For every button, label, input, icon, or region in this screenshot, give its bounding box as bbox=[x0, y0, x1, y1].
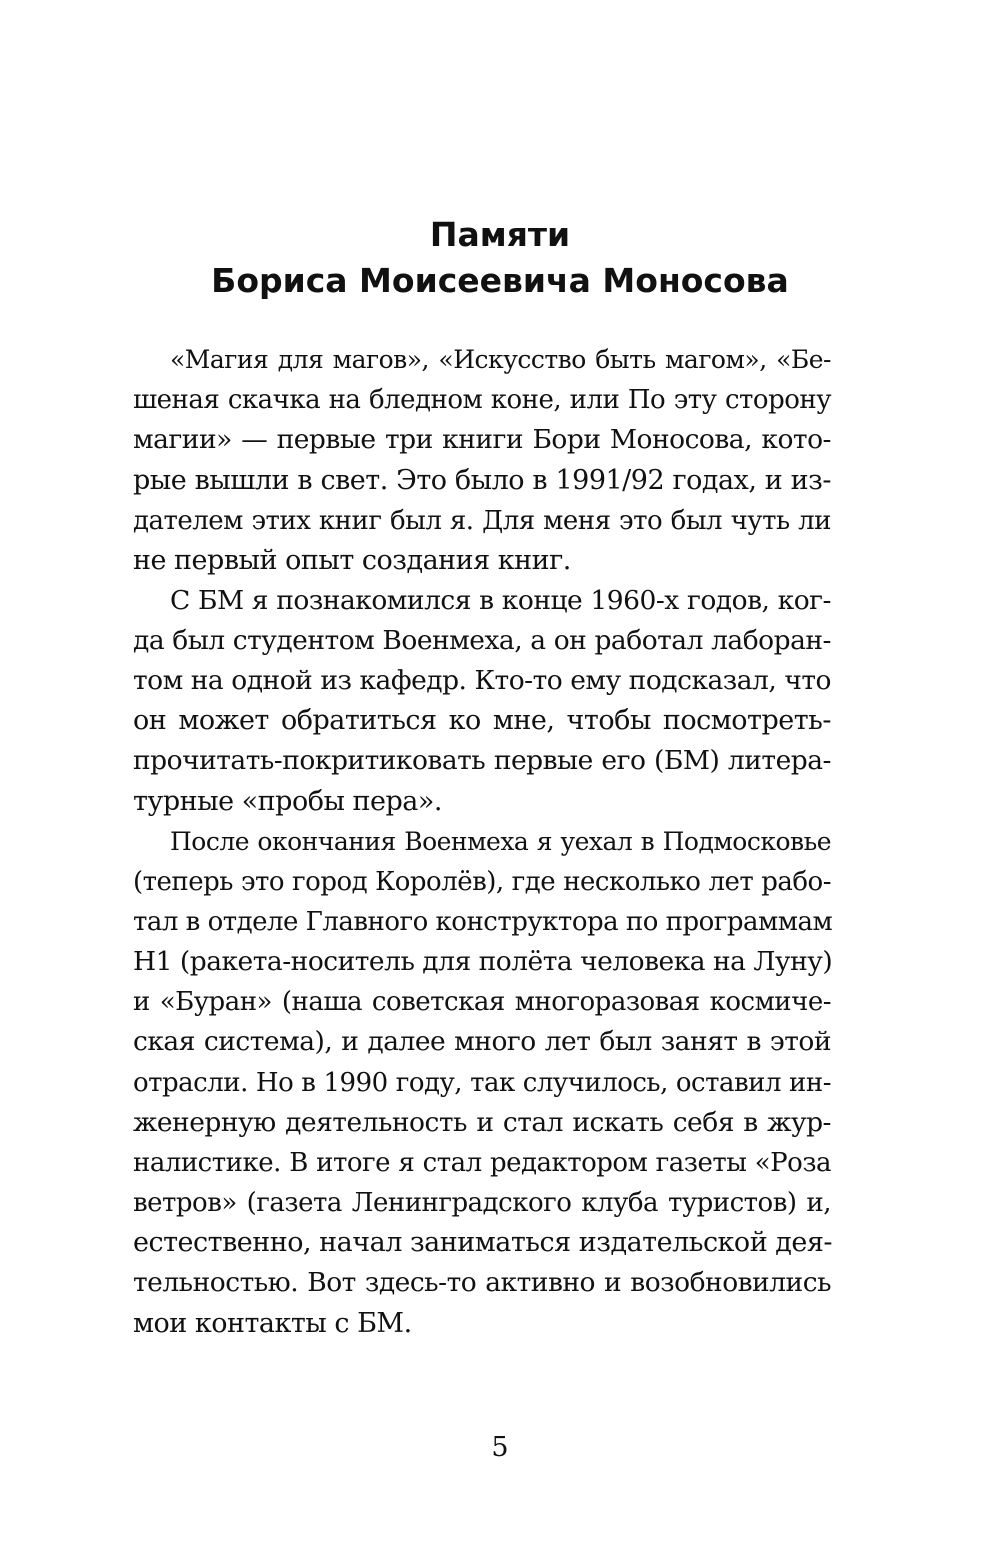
paragraph-3-line-12: тельностью. Вот здесь-то активно и возобновились bbox=[133, 1267, 831, 1298]
paragraph-3-line-2: (теперь это город Королёв), где несколько лет рабо- bbox=[133, 867, 831, 897]
paragraph-3-line-13: мои контакты с БМ. bbox=[133, 1308, 412, 1339]
paragraph-2-line-4: он может обратиться ко мне, чтобы посмотреть- bbox=[133, 705, 831, 736]
paragraph-2-line-5: прочитать-покритиковать первые его (БМ) литера- bbox=[133, 745, 831, 776]
paragraph-2-line-6: турные «пробы пера». bbox=[133, 786, 442, 817]
page-title-line-1: Памяти bbox=[429, 215, 571, 254]
page-title-line-2: Бориса Моисеевича Моносова bbox=[211, 261, 789, 300]
paragraph-1-line-2: шеная скачка на бледном коне, или По эту сторону bbox=[133, 385, 831, 415]
paragraph-2-line-1: С БМ я познакомился в конце 1960-х годов, ког- bbox=[170, 585, 831, 616]
paragraph-1-line-6: не первый опыт создания книг. bbox=[133, 545, 571, 576]
paragraph-3-line-11: естественно, начал заниматься издательской дея- bbox=[133, 1227, 833, 1258]
paragraph-1-line-5: дателем этих книг был я. Для меня это был чуть ли bbox=[133, 506, 831, 536]
paragraph-3-line-4: Н1 (ракета-носитель для полёта человека на Луну) bbox=[133, 946, 833, 977]
paragraph-3-line-6: ская система), и далее много лет был занят в этой bbox=[133, 1026, 831, 1057]
paragraph-3-line-5: и «Буран» (наша советская многоразовая космиче- bbox=[133, 987, 831, 1017]
paragraph-3-line-7: отрасли. Но в 1990 году, так случилось, оставил ин- bbox=[133, 1068, 831, 1098]
paragraph-3-line-1: После окончания Военмеха я уехал в Подмосковье bbox=[170, 827, 831, 856]
paragraph-1-line-3: магии» — первые три книги Бори Моносова, кото- bbox=[133, 424, 831, 455]
paragraph-3-line-3: тал в отделе Главного конструктора по программам bbox=[133, 907, 833, 937]
paragraph-1-line-1: «Магия для магов», «Искусство быть магом», «Бе- bbox=[170, 345, 831, 374]
paragraph-2-line-3: том на одной из кафедр. Кто-то ему подсказал, что bbox=[133, 665, 831, 696]
paragraph-3-line-10: ветров» (газета Ленинградского клуба туристов) и, bbox=[133, 1188, 831, 1218]
paragraph-3-line-8: женерную деятельность и стал искать себя в жур- bbox=[133, 1107, 831, 1138]
page-number: 5 bbox=[491, 1432, 509, 1463]
paragraph-1-line-4: рые вышли в свет. Это было в 1991/92 годах, и из- bbox=[133, 465, 831, 496]
paragraph-3-line-9: налистике. В итоге я стал редактором газеты «Роза bbox=[133, 1148, 831, 1178]
paragraph-2-line-2: да был студентом Военмеха, а он работал лаборан- bbox=[133, 625, 831, 656]
